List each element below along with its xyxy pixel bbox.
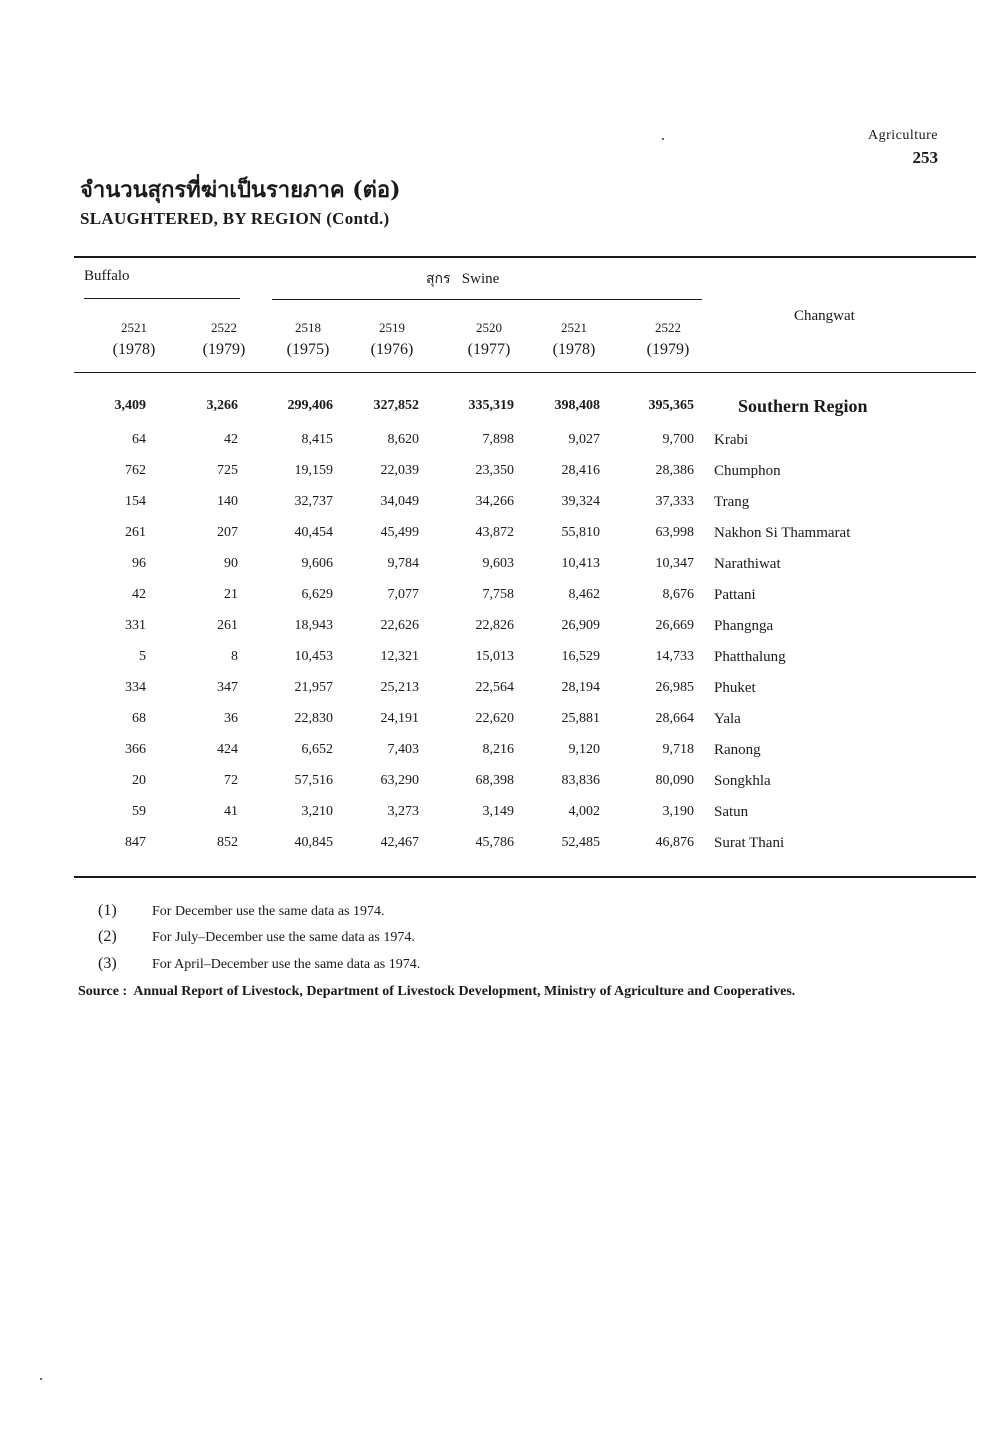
table-cell: 7,403: [387, 742, 419, 757]
source-label: Source :: [78, 984, 128, 999]
changwat-name: Satun: [714, 804, 749, 820]
changwat-name: Surat Thani: [714, 835, 785, 851]
changwat-name: Yala: [714, 711, 741, 727]
scan-speck: [662, 138, 664, 140]
table-cell: 3,210: [301, 804, 333, 819]
table-cell: 34,049: [380, 494, 419, 509]
table-cell: 10,453: [294, 649, 333, 664]
section-header: Agriculture: [867, 128, 938, 143]
table-cell: 80,090: [655, 773, 694, 788]
table-cell: 847: [125, 835, 146, 850]
footnote-marker: (3): [98, 955, 117, 972]
column-header-ad-year: (1975): [286, 341, 330, 358]
column-header-ad-year: (1979): [646, 341, 690, 358]
table-cell: 6,629: [301, 587, 333, 602]
table-cell: 347: [217, 680, 238, 695]
region-total-cell: 3,409: [114, 398, 146, 413]
table-cell: 24,191: [380, 711, 419, 726]
table-cell: 42: [224, 432, 238, 447]
table-cell: 59: [132, 804, 146, 819]
table-cell: 3,190: [662, 804, 694, 819]
changwat-name: Narathiwat: [714, 556, 781, 572]
table-cell: 3,149: [482, 804, 514, 819]
table-cell: 207: [217, 525, 238, 540]
table-cell: 9,120: [568, 742, 600, 757]
region-name: Southern Region: [738, 396, 868, 416]
table-cell: 55,810: [561, 525, 600, 540]
table-cell: 16,529: [561, 649, 600, 664]
changwat-name: Phuket: [714, 680, 756, 696]
column-header-ad-year: (1978): [112, 341, 156, 358]
table-cell: 96: [132, 556, 146, 571]
table-cell: 37,333: [655, 494, 694, 509]
changwat-name: Ranong: [714, 742, 761, 758]
footnote-marker: (2): [98, 928, 117, 945]
column-header-year: [352, 317, 432, 361]
table-cell: 261: [217, 618, 238, 633]
table-cell: 9,606: [301, 556, 333, 571]
table-cell: 9,784: [387, 556, 419, 571]
table-cell: 68: [132, 711, 146, 726]
table-cell: 331: [125, 618, 146, 633]
table-cell: 28,416: [561, 463, 600, 478]
footnote-text: For December use the same data as 1974.: [152, 904, 385, 919]
table-cell: 23,350: [475, 463, 514, 478]
region-total-cell: 3,266: [206, 398, 238, 413]
title-thai: จำนวนสุกรที่ฆ่าเป็นรายภาค (ต่อ): [80, 177, 401, 203]
table-cell: 8,676: [662, 587, 694, 602]
table-cell: 154: [125, 494, 146, 509]
changwat-name: Chumphon: [714, 463, 781, 479]
region-total-cell: 395,365: [648, 398, 694, 413]
table-cell: 9,027: [568, 432, 600, 447]
table-cell: 22,626: [380, 618, 419, 633]
table-cell: 261: [125, 525, 146, 540]
table-cell: 4,002: [568, 804, 600, 819]
column-header-ad-year: (1977): [467, 341, 511, 358]
footnote-text: For April–December use the same data as 1974.: [152, 957, 421, 972]
table-cell: 83,836: [561, 773, 600, 788]
region-total-cell: 299,406: [287, 398, 333, 413]
column-header-year: [449, 317, 529, 361]
region-total-cell: 335,319: [468, 398, 514, 413]
table-cell: 40,845: [294, 835, 333, 850]
table-cell: 22,039: [380, 463, 419, 478]
table-cell: 7,898: [482, 432, 514, 447]
table-cell: 39,324: [561, 494, 600, 509]
table-cell: 34,266: [475, 494, 514, 509]
table-cell: 42,467: [380, 835, 419, 850]
column-header-be-year: 2520: [476, 320, 502, 335]
table-cell: 6,652: [301, 742, 333, 757]
table-cell: 8,462: [568, 587, 600, 602]
column-header-be-year: 2522: [211, 320, 237, 335]
table-cell: 40,454: [294, 525, 333, 540]
table-cell: 22,620: [475, 711, 514, 726]
table-cell: 366: [125, 742, 146, 757]
source-text: Annual Report of Livestock, Department of Livestock Development, Ministry of Agriculture and Cooperatives.: [133, 984, 796, 999]
table-cell: 9,718: [662, 742, 694, 757]
table-cell: 52,485: [561, 835, 600, 850]
column-header-year: [184, 317, 264, 361]
changwat-name: Trang: [714, 494, 750, 510]
table-cell: 21,957: [294, 680, 333, 695]
column-header-changwat: Changwat: [794, 308, 855, 324]
table-cell: 25,213: [380, 680, 419, 695]
table-cell: 8: [231, 649, 238, 664]
table-cell: 45,786: [475, 835, 514, 850]
table-cell: 8,620: [387, 432, 419, 447]
table-cell: 19,159: [294, 463, 333, 478]
title-english: SLAUGHTERED, BY REGION (Contd.): [80, 209, 390, 228]
table-cell: 762: [125, 463, 146, 478]
table-cell: 3,273: [387, 804, 419, 819]
table-cell: 26,669: [655, 618, 694, 633]
table-cell: 46,876: [655, 835, 694, 850]
table-cell: 42: [132, 587, 146, 602]
header-bottom-rule: [74, 372, 976, 373]
page-number: 253: [912, 148, 938, 167]
swine-group-rule: [272, 299, 702, 300]
table-cell: 424: [217, 742, 238, 757]
table-cell: 10,413: [561, 556, 600, 571]
footnote-marker: (1): [98, 902, 117, 919]
table-cell: 43,872: [475, 525, 514, 540]
table-cell: 18,943: [294, 618, 333, 633]
table-cell: 57,516: [294, 773, 333, 788]
column-header-be-year: 2521: [121, 320, 147, 335]
changwat-name: Songkhla: [714, 773, 771, 789]
table-cell: 22,830: [294, 711, 333, 726]
table-cell: 852: [217, 835, 238, 850]
column-header-year: [628, 317, 708, 361]
table-cell: 8,216: [482, 742, 514, 757]
scan-speck: [40, 1378, 42, 1380]
changwat-name: Krabi: [714, 432, 749, 448]
changwat-name: Phatthalung: [714, 649, 786, 665]
changwat-name: Pattani: [714, 587, 756, 603]
table-cell: 63,290: [380, 773, 419, 788]
table-cell: 22,826: [475, 618, 514, 633]
table-cell: 140: [217, 494, 238, 509]
table-cell: 28,194: [561, 680, 600, 695]
table-cell: 28,664: [655, 711, 694, 726]
table-cell: 725: [217, 463, 238, 478]
buffalo-group-rule: [84, 298, 240, 299]
column-header-ad-year: (1978): [552, 341, 596, 358]
table-cell: 20: [132, 773, 146, 788]
table-top-rule: [74, 256, 976, 258]
table-bottom-rule: [74, 876, 976, 878]
table-cell: 12,321: [380, 649, 419, 664]
table-cell: 9,603: [482, 556, 514, 571]
table-cell: 9,700: [662, 432, 694, 447]
table-cell: 63,998: [655, 525, 694, 540]
region-total-cell: 398,408: [554, 398, 600, 413]
column-header-ad-year: (1979): [202, 341, 246, 358]
table-cell: 90: [224, 556, 238, 571]
table-cell: 45,499: [380, 525, 419, 540]
table-cell: 72: [224, 773, 238, 788]
column-header-year: [534, 317, 614, 361]
table-cell: 21: [224, 587, 238, 602]
table-cell: 7,758: [482, 587, 514, 602]
group-header-swine-thai: สุกร: [426, 271, 451, 287]
changwat-name: Phangnga: [714, 618, 774, 634]
table-cell: 32,737: [294, 494, 333, 509]
table-cell: 26,909: [561, 618, 600, 633]
column-header-ad-year: (1976): [370, 341, 414, 358]
table-cell: 68,398: [475, 773, 514, 788]
footnote-text: For July–December use the same data as 1974.: [152, 930, 415, 945]
table-cell: 5: [139, 649, 146, 664]
table-cell: 8,415: [301, 432, 333, 447]
table-cell: 15,013: [475, 649, 514, 664]
column-header-be-year: 2519: [379, 320, 405, 335]
group-header-swine: [426, 268, 499, 290]
table-cell: 10,347: [655, 556, 694, 571]
table-cell: 28,386: [655, 463, 694, 478]
column-header-be-year: 2521: [561, 320, 587, 335]
group-header-buffalo: Buffalo: [84, 268, 130, 284]
table-cell: 36: [224, 711, 238, 726]
changwat-name: Nakhon Si Thammarat: [714, 525, 851, 541]
table-cell: 14,733: [655, 649, 694, 664]
column-header-be-year: 2518: [295, 320, 321, 335]
table-cell: 334: [125, 680, 146, 695]
column-header-be-year: 2522: [655, 320, 681, 335]
table-cell: 64: [132, 432, 146, 447]
table-cell: 22,564: [475, 680, 514, 695]
table-cell: 26,985: [655, 680, 694, 695]
table-cell: 25,881: [561, 711, 600, 726]
group-header-swine-english: Swine: [461, 271, 500, 287]
table-cell: 41: [224, 804, 238, 819]
table-cell: 7,077: [387, 587, 419, 602]
column-header-year: [94, 317, 174, 361]
region-total-cell: 327,852: [373, 398, 419, 413]
column-header-year: [268, 317, 348, 361]
source-line: [78, 984, 795, 1000]
